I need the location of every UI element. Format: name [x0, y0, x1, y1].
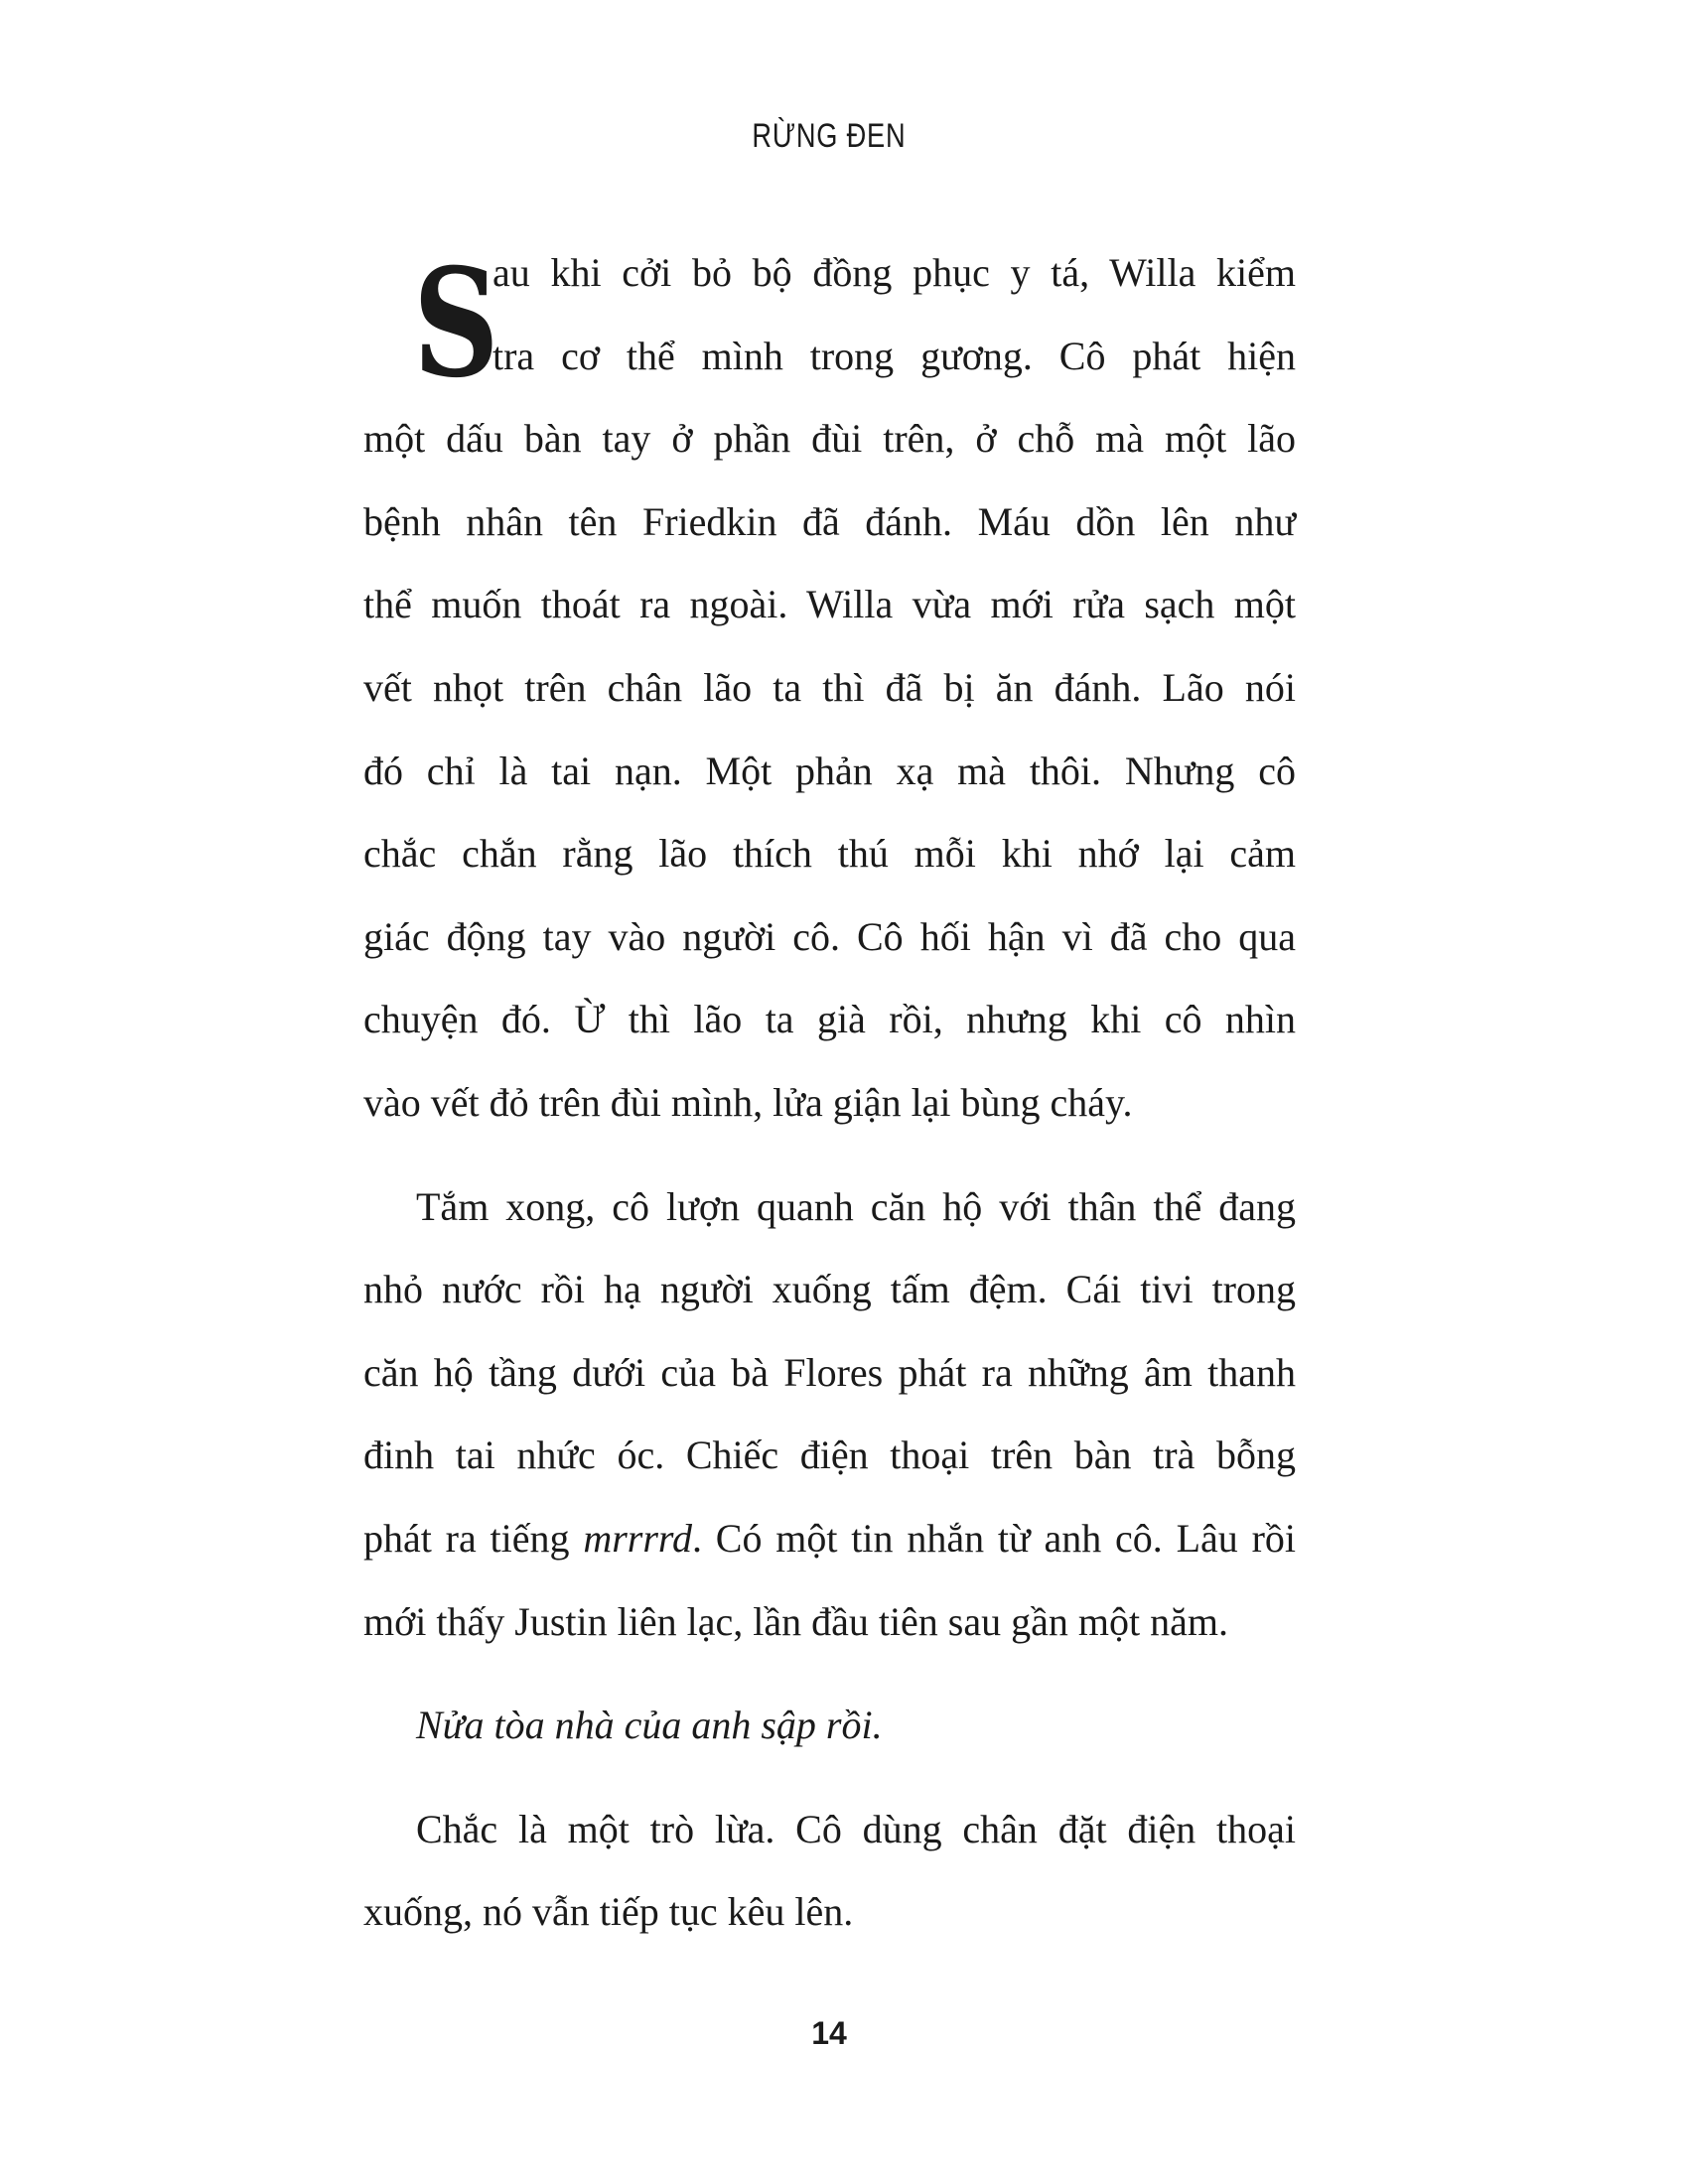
text-line: một dấu bàn tay ở phần đùi trên, ở chỗ mà một lão [363, 416, 1296, 462]
text-line: đinh tai nhức óc. Chiếc điện thoại trên bàn trà bỗng [363, 1433, 1296, 1478]
paragraph-3-message [363, 1684, 1296, 1767]
text-line: vào vết đỏ trên đùi mình, lửa giận lại bùng cháy. [363, 1079, 1133, 1125]
text-line: au khi cởi bỏ bộ đồng phục y tá, Willa kiểm [492, 250, 1296, 295]
text-line: vết nhọt trên chân lão ta thì đã bị ăn đánh. Lão nói [363, 664, 1296, 710]
paragraph-2 [363, 1165, 1296, 1664]
text-line: xuống, nó vẫn tiếp tục kêu lên. [363, 1889, 854, 1935]
text-line: thể muốn thoát ra ngoài. Willa vừa mới rửa sạch một [363, 582, 1296, 627]
text-line: Tắm xong, cô lượn quanh căn hộ với thân thể đang [416, 1183, 1296, 1229]
text-line: chuyện đó. Ừ thì lão ta già rồi, nhưng khi cô nhìn [363, 997, 1296, 1042]
paragraph-1 [363, 231, 1296, 1145]
text-line: đó chỉ là tai nạn. Một phản xạ mà thôi. Nhưng cô [363, 748, 1296, 793]
text-message-line: Nửa tòa nhà của anh sập rồi. [416, 1703, 883, 1748]
text-line: mới thấy Justin liên lạc, lần đầu tiên sau gần một năm. [363, 1598, 1228, 1644]
text-line: Chắc là một trò lừa. Cô dùng chân đặt điện thoại [416, 1806, 1296, 1851]
text-line: phát ra tiếng mrrrrd. Có một tin nhắn từ anh cô. Lâu rồi [363, 1515, 1297, 1561]
text-line: chắc chắn rằng lão thích thú mỗi khi nhớ lại cảm [363, 831, 1296, 877]
text-line: nhỏ nước rồi hạ người xuống tấm đệm. Cái tivi trong [363, 1267, 1296, 1312]
italic-sound: mrrrrd [583, 1515, 692, 1561]
drop-cap: S [413, 236, 499, 411]
text-line: căn hộ tầng dưới của bà Flores phát ra những âm thanh [363, 1349, 1296, 1395]
paragraph-4 [363, 1788, 1296, 1954]
page-number: 14 [811, 2015, 847, 2051]
running-header: RỪNG ĐEN [752, 117, 907, 155]
text-line: tra cơ thể mình trong gương. Cô phát hiện [492, 333, 1296, 378]
text-line: bệnh nhân tên Friedkin đã đánh. Máu dồn lên như [363, 498, 1296, 544]
text-line: giác động tay vào người cô. Cô hối hận vì đã cho qua [363, 913, 1296, 959]
body-text [363, 231, 1296, 1975]
